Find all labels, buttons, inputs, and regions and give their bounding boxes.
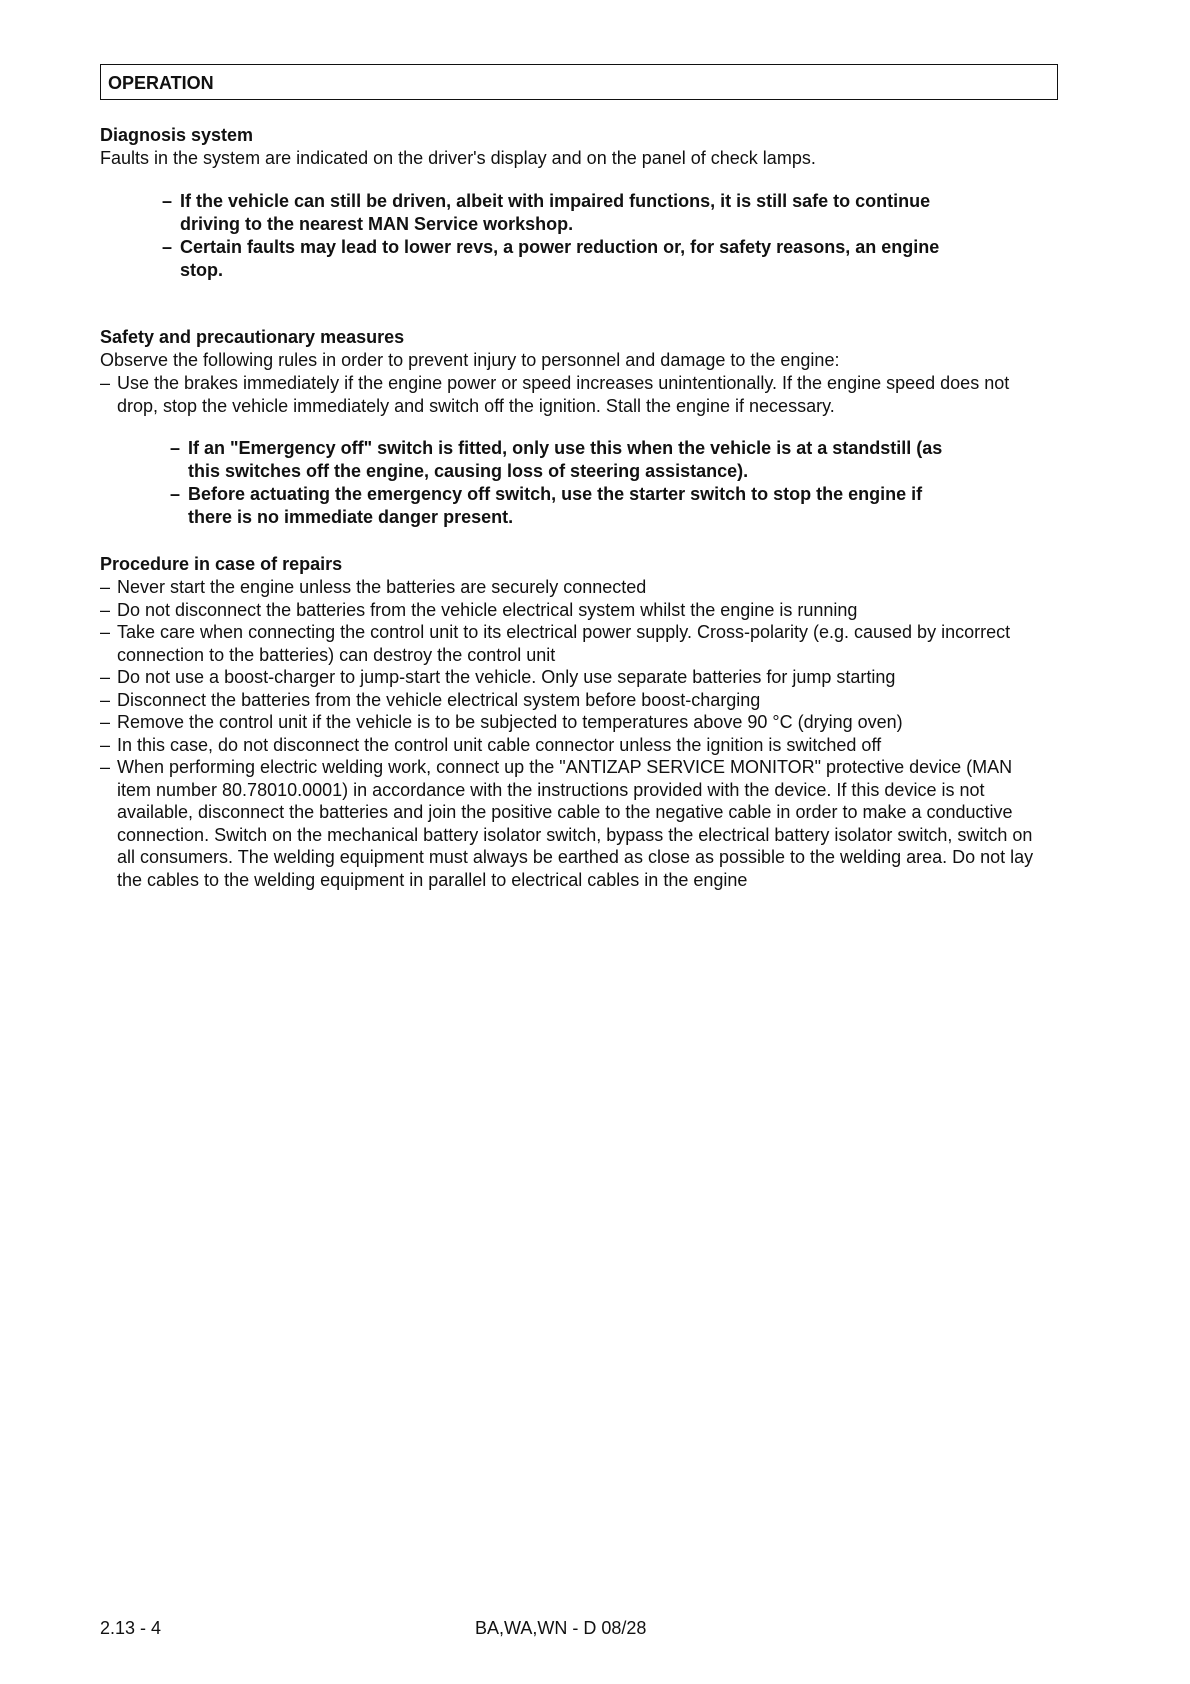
- safety-intro: Observe the following rules in order to prevent injury to personnel and damage to the engine:: [100, 350, 840, 370]
- safety-bullets: [170, 437, 970, 529]
- list-item: – Do not use a boost-charger to jump-start the vehicle. Only use separate batteries for jump starting: [100, 666, 1045, 689]
- list-item: – Remove the control unit if the vehicle is to be subjected to temperatures above 90 °C (drying oven): [100, 711, 1045, 734]
- list-item: – In this case, do not disconnect the control unit cable connector unless the ignition is switched off: [100, 734, 1045, 757]
- document-code: BA,WA,WN - D 08/28: [475, 1618, 647, 1638]
- diagnosis-bullets: [162, 190, 962, 282]
- list-item: – If an "Emergency off" switch is fitted, only use this when the vehicle is at a standstill (as this switches off the engine, causing loss of steering assistance).: [170, 437, 970, 483]
- list-item: – Certain faults may lead to lower revs, a power reduction or, for safety reasons, an engine stop.: [162, 236, 962, 282]
- page-number: 2.13 - 4: [100, 1618, 162, 1638]
- list-item: – Take care when connecting the control unit to its electrical power supply. Cross-polarity (e.g. caused by incorrect connection to the batteries) can destroy the control unit: [100, 621, 1045, 666]
- repairs-items: [100, 576, 1045, 891]
- list-item: – When performing electric welding work, connect up the "ANTIZAP SERVICE MONITOR" protective device (MAN item number 80.78010.0001) in accordance with the instructions provided with the device. If this device is not available, disconnect the batteries and join the positive cable to the negative cable in order to make a conductive connection. Switch on the mechanical battery isolator switch, bypass the electrical battery isolator switch, switch on all consumers. The welding equipment must always be earthed as close as possible to the welding area. Do not lay the cables to the welding equipment in parallel to electrical cables in the engine: [100, 756, 1045, 891]
- list-item: – If the vehicle can still be driven, albeit with impaired functions, it is still safe to continue driving to the nearest MAN Service workshop.: [162, 190, 962, 236]
- safety-items: [100, 372, 1045, 417]
- list-item: – Before actuating the emergency off switch, use the starter switch to stop the engine if there is no immediate danger present.: [170, 483, 970, 529]
- section-title: OPERATION: [108, 73, 214, 93]
- list-item: – Use the brakes immediately if the engine power or speed increases unintentionally. If the engine speed does not drop, stop the vehicle immediately and switch off the ignition. Stall the engine if necessary.: [100, 372, 1045, 417]
- diagnosis-heading: Diagnosis system: [100, 125, 254, 145]
- list-item: – Never start the engine unless the batteries are securely connected: [100, 576, 1045, 599]
- document-body: [100, 124, 1045, 891]
- safety-heading: Safety and precautionary measures: [100, 327, 405, 347]
- list-item: – Do not disconnect the batteries from the vehicle electrical system whilst the engine is running: [100, 599, 1045, 622]
- diagnosis-intro: Faults in the system are indicated on the driver's display and on the panel of check lamps.: [100, 148, 816, 168]
- repairs-heading: Procedure in case of repairs: [100, 554, 343, 574]
- section-header-box: [100, 64, 1058, 100]
- list-item: – Disconnect the batteries from the vehicle electrical system before boost-charging: [100, 689, 1045, 712]
